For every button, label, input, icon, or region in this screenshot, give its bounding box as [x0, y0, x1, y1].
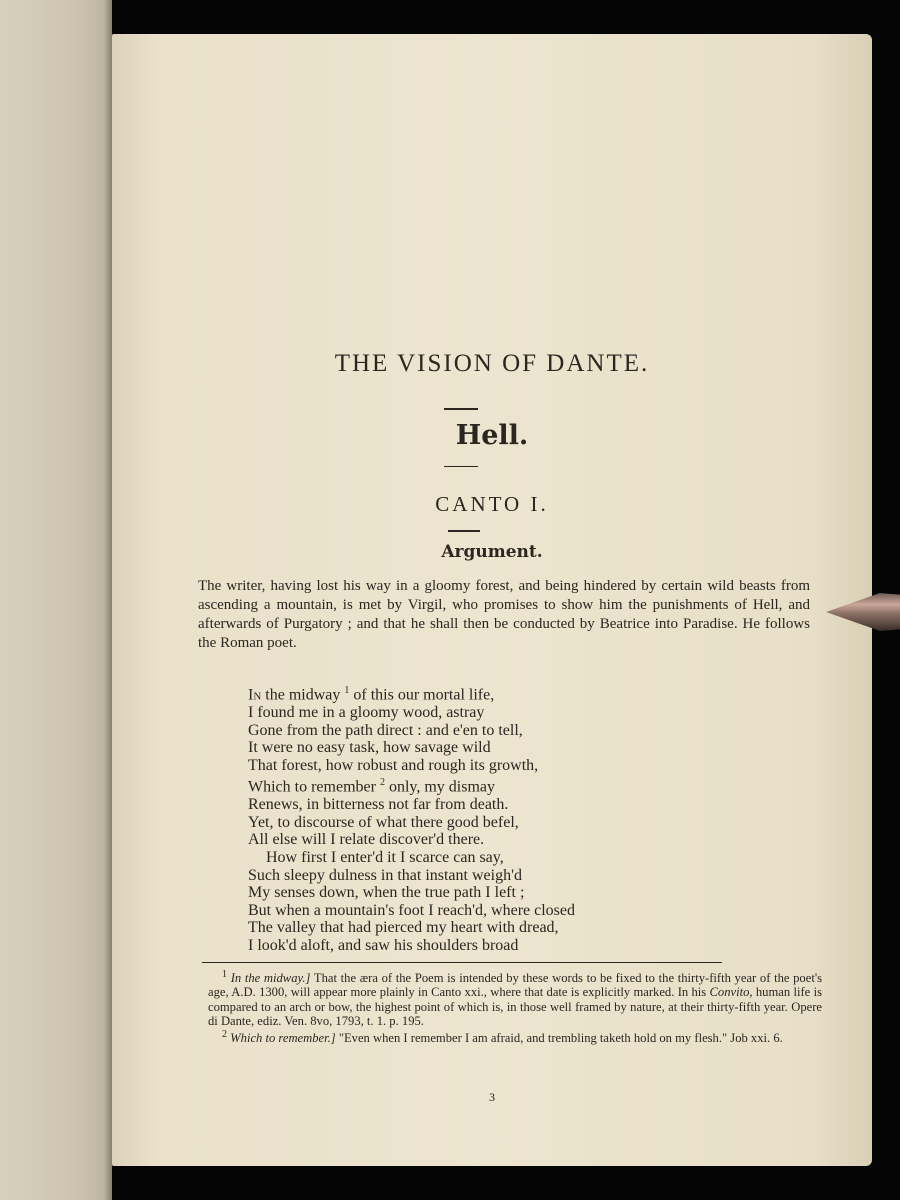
verse-line: It were no easy task, how savage wild	[248, 739, 491, 757]
footnote-2	[208, 1028, 822, 1045]
verse-block	[248, 682, 768, 955]
verse-line: My senses down, when the true path I left ;	[248, 884, 525, 902]
canto-heading: CANTO I.	[435, 492, 549, 516]
footnote-1	[208, 968, 822, 1028]
verse-line: Yet, to discourse of what there good befel,	[248, 813, 519, 831]
footnote-label: Which to remember.]	[230, 1031, 336, 1046]
footnote-number: 1	[222, 969, 227, 980]
canto-rule	[448, 530, 480, 532]
verse-line	[248, 682, 768, 704]
book-page	[112, 34, 872, 1166]
footnote-number: 2	[222, 1029, 227, 1040]
verse-line: Such sleepy dulness in that instant weigh'd	[248, 866, 522, 884]
verse-line: I found me in a gloomy wood, astray	[248, 703, 485, 721]
verse-line: How first I enter'd it I scarce can say,	[266, 849, 504, 866]
footnote-rule	[202, 962, 722, 963]
verse-initial-word: In	[248, 686, 262, 704]
page-number: 3	[489, 1090, 495, 1104]
verse-line: That forest, how robust and rough its growth,	[248, 756, 539, 774]
footnote-label: In the midway.]	[230, 971, 311, 986]
left-page-edge	[0, 0, 112, 1200]
page-title: THE VISION OF DANTE.	[334, 350, 650, 377]
verse-line-text: only, my dismay	[384, 778, 496, 796]
footnote-ref: 2	[379, 777, 385, 789]
section-ornament-rule	[444, 466, 478, 467]
verse-line-text: the midway	[261, 686, 341, 704]
argument-text: The writer, having lost his way in a gloomy forest, and being hindered by certain wild beasts from ascending a mountain, is met by Virgil, who promises to show him the punishments of Hell, and afterwards of Purgatory ; and that he shall then be conducted by Beatrice into Paradise. He follows the Roman poet.	[198, 578, 810, 651]
argument-heading: Argument.	[441, 542, 543, 562]
verse-line: Gone from the path direct : and e'en to tell,	[248, 721, 523, 739]
footnote-text: That the æra of the Poem is intended by these words to be fixed to the thirty-fifth year of the poet's age, A.D. 1300, will appear more plainly in Canto xxi., where that date is explicitly marked. In his	[208, 971, 822, 1000]
verse-line: But when a mountain's foot I reach'd, where closed	[248, 901, 575, 919]
footnote-ref: 1	[344, 685, 350, 696]
footnotes	[208, 968, 822, 1045]
verse-line: All else will I relate discover'd there.	[248, 831, 485, 849]
verse-line	[248, 774, 768, 796]
verse-line-text: Which to remember	[248, 778, 376, 796]
verse-line-text: of this our mortal life,	[349, 686, 495, 704]
verse-line: I look'd aloft, and saw his shoulders broad	[248, 936, 519, 954]
footnote-italic: Convito,	[709, 985, 753, 1000]
verse-line: Renews, in bitterness not far from death.	[248, 796, 509, 814]
title-rule	[444, 408, 478, 410]
section-heading: Hell.	[455, 420, 529, 451]
footnote-text: human life is compared to an arch or bow, the highest point of which is, in those well framed by nature, at their thirty-fifth year. Opere di Dante, ediz. Ven. 8vo, 1793, t. 1. p. 195.	[208, 985, 822, 1028]
verse-line: The valley that had pierced my heart with dread,	[248, 919, 559, 937]
footnote-text: "Even when I remember I am afraid, and trembling taketh hold on my flesh." Job xxi. 6.	[335, 1031, 783, 1046]
